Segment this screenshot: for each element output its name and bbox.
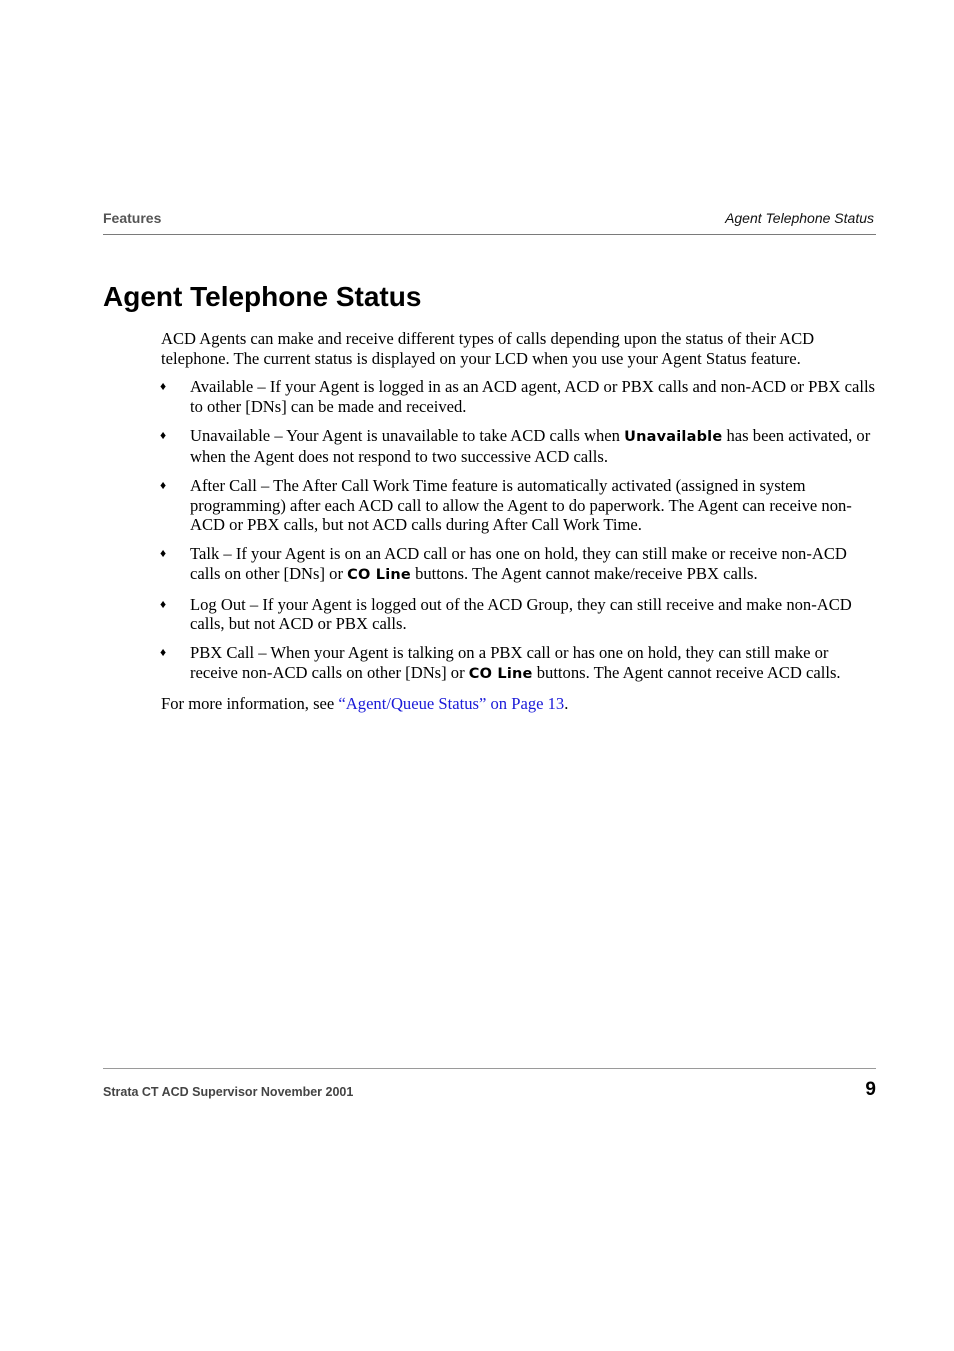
body-text (161, 329, 876, 713)
agent-queue-status-link[interactable]: “Agent/Queue Status” on Page 13 (338, 693, 565, 713)
list-item-text: Available – If your Agent is logged in as an ACD agent, ACD or PBX calls and non-ACD or PBX calls to other [DNs] can be made and received. (190, 377, 876, 416)
co-line-key-label: CO Line (347, 566, 411, 583)
list-item-pbx-call (161, 643, 876, 684)
more-info-suffix: . (564, 693, 569, 713)
page-header (103, 208, 876, 235)
co-line-key-label: CO Line (468, 665, 533, 682)
list-item-unavailable (161, 426, 876, 467)
list-item-text: After Call – The After Call Work Time feature is automatically activated (assigned in system programming) after each ACD call to allow the Agent to do paperwork. The Agent can receive non-ACD or PBX calls, but not ACD calls during After Call Work Time. (190, 476, 852, 534)
header-section: Features (103, 210, 162, 226)
list-item-text-continued: has been activated, or when the Agent does not respond to two successive ACD calls. (190, 425, 871, 466)
diamond-bullet-icon: ♦ (160, 546, 167, 560)
intro-paragraph: ACD Agents can make and receive different types of calls depending upon the status of their ACD telephone. The current status is displayed on your LCD when you use your Agent Status feature. (161, 329, 815, 368)
diamond-bullet-icon: ♦ (160, 478, 167, 492)
header-title: Agent Telephone Status (725, 210, 874, 226)
list-item-text: PBX Call – When your Agent is talking on a PBX call or has one on hold, they can still make or receive non-ACD calls on other [DNs] or (190, 643, 829, 682)
page-title: Agent Telephone Status (103, 281, 422, 312)
list-item-talk (161, 544, 876, 585)
status-list (161, 377, 876, 684)
list-item-text-continued: buttons. The Agent cannot make/receive PBX calls. (410, 563, 758, 583)
unavailable-key-label: Unavailable (624, 428, 723, 445)
diamond-bullet-icon: ♦ (160, 645, 167, 659)
more-info-paragraph (161, 694, 876, 714)
list-item-text: Log Out – If your Agent is logged out of the ACD Group, they can still receive and make non-ACD calls, but not ACD or PBX calls. (190, 594, 852, 633)
page-number: 9 (865, 1079, 876, 1100)
list-item-available (161, 377, 876, 416)
diamond-bullet-icon: ♦ (160, 379, 167, 393)
list-item-text: Talk – If your Agent is on an ACD call or has one on hold, they can still make or receive non-ACD calls on other [DNs] or (190, 544, 847, 583)
list-item-text: Unavailable – Your Agent is unavailable to take ACD calls when (190, 425, 625, 445)
list-item-after-call (161, 476, 876, 535)
more-info-prefix: For more information, see (161, 693, 339, 713)
list-item-log-out (161, 595, 876, 634)
list-item-text-continued: buttons. The Agent cannot receive ACD calls. (532, 662, 841, 682)
page-footer (103, 1068, 876, 1109)
diamond-bullet-icon: ♦ (160, 596, 167, 611)
diamond-bullet-icon: ♦ (160, 427, 167, 442)
footer-document-title: Strata CT ACD Supervisor November 2001 (103, 1085, 354, 1099)
